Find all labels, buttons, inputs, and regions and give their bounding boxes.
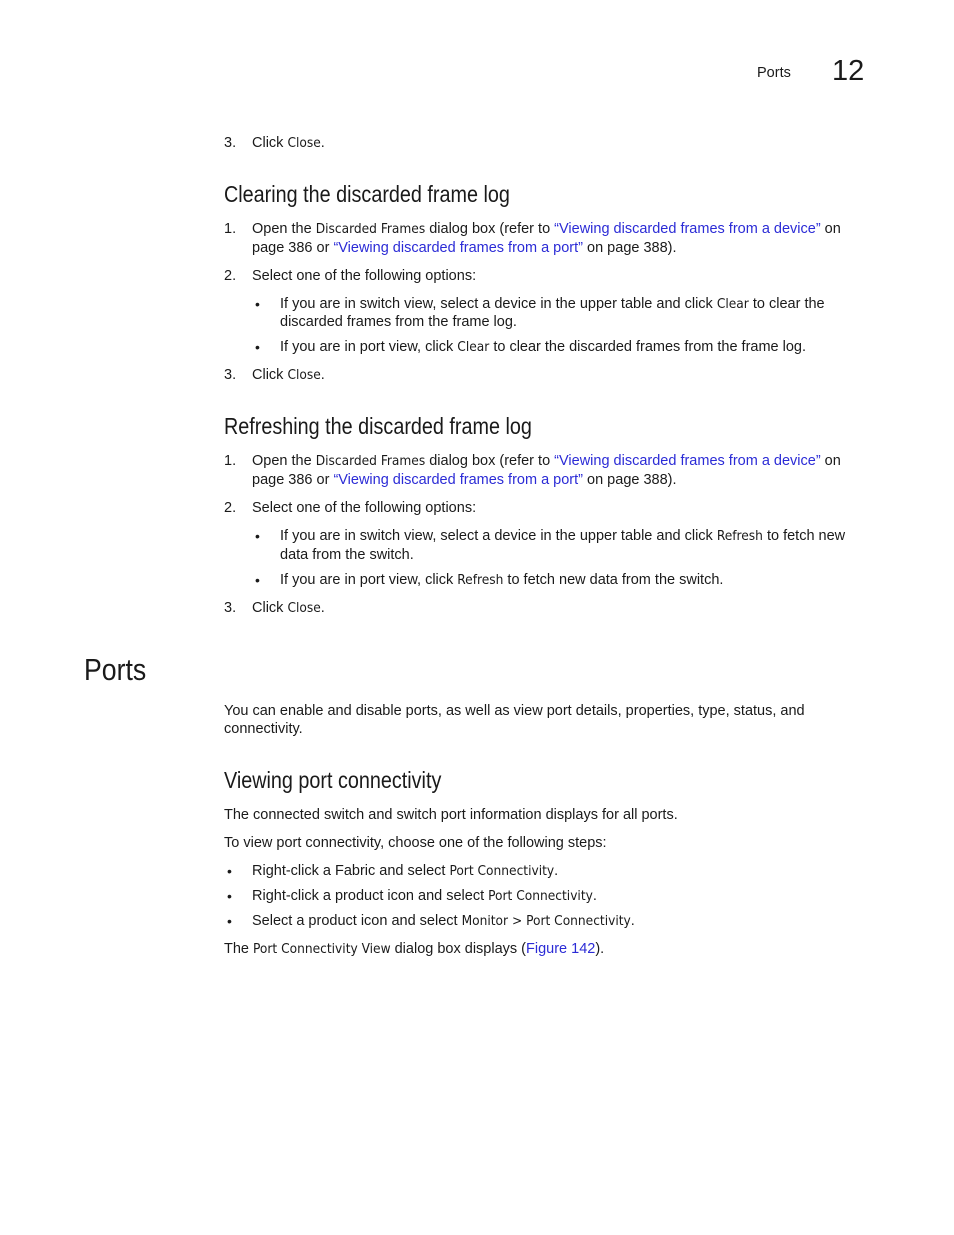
bullet-text-cont: discarded frames from the frame log. [280,314,517,330]
paragraph: The connected switch and switch port information displays for all ports. [224,807,678,823]
step-text: Select one of the following options: [252,500,477,516]
ui-monitor-port-connectivity: Monitor > Port Connectivity [461,913,631,929]
xref-link-device[interactable]: “Viewing discarded frames from a device” [554,221,821,237]
step-text-cont: page 386 or “Viewing discarded frames from a port” on page 388). [252,240,677,256]
xref-link-device[interactable]: “Viewing discarded frames from a device” [554,453,821,469]
step-number: 1. [224,453,237,469]
intro-text-cont: connectivity. [224,721,303,737]
bullet-icon: • [227,913,232,929]
bullet-text: Right-click a Fabric and select Port Connectivity. [252,863,559,879]
step-text: Click Close. [252,135,325,151]
bullet-text: If you are in switch view, select a device in the upper table and click Clear to clear the [280,296,825,312]
paragraph: The Port Connectivity View dialog box displays (Figure 142). [224,941,605,957]
ui-close: Close [287,367,321,383]
running-header-section: Ports [757,65,791,81]
ui-close: Close [287,135,321,151]
ui-discarded-frames: Discarded Frames [315,221,426,237]
bullet-icon: • [227,888,232,904]
step-number: 3. [224,135,237,151]
ui-close: Close [287,600,321,616]
step-text: Click Close. [252,367,325,383]
section-heading-clearing: Clearing the discarded frame log [224,181,510,207]
ui-port-connectivity: Port Connectivity [488,888,593,904]
ui-port-connectivity: Port Connectivity [449,863,555,879]
bullet-text: If you are in port view, click Refresh to fetch new data from the switch. [280,572,724,588]
step-number: 3. [224,367,237,383]
step-text-cont: page 386 or “Viewing discarded frames from a port” on page 388). [252,472,677,488]
bullet-icon: • [255,572,260,588]
bullet-icon: • [255,296,260,312]
section-heading-refreshing: Refreshing the discarded frame log [224,413,532,439]
bullet-text-cont: data from the switch. [280,547,414,563]
bullet-text: Select a product icon and select Monitor > Port Connectivity. [252,913,635,929]
intro-text: You can enable and disable ports, as well as view port details, properties, type, status, and [224,703,805,719]
bullet-icon: • [227,863,232,879]
ui-port-connectivity-view: Port Connectivity View [253,941,391,957]
ui-discarded-frames: Discarded Frames [315,453,426,469]
bullet-text: Right-click a product icon and select Port Connectivity. [252,888,597,904]
chapter-number: 12 [832,55,865,87]
section-heading-viewing: Viewing port connectivity [224,767,442,793]
step-text: Open the Discarded Frames dialog box (refer to “Viewing discarded frames from a device” on [252,453,841,469]
figure-link[interactable]: Figure 142 [526,941,596,957]
step-number: 2. [224,500,237,516]
step-text: Open the Discarded Frames dialog box (refer to “Viewing discarded frames from a device” on [252,221,841,237]
section-heading-ports: Ports [84,652,147,687]
xref-link-port[interactable]: “Viewing discarded frames from a port” [333,240,583,256]
bullet-icon: • [255,528,260,544]
step-text: Click Close. [252,600,325,616]
bullet-icon: • [255,339,260,355]
step-text: Select one of the following options: [252,268,477,284]
xref-link-port[interactable]: “Viewing discarded frames from a port” [333,472,583,488]
step-number: 3. [224,600,237,616]
step-number: 1. [224,221,237,237]
bullet-text: If you are in port view, click Clear to clear the discarded frames from the frame log. [280,339,807,355]
ui-clear: Clear [457,339,490,355]
ui-refresh: Refresh [457,572,504,588]
paragraph: To view port connectivity, choose one of the following steps: [224,835,607,851]
ui-clear: Clear [716,296,749,312]
ui-refresh: Refresh [716,528,763,544]
step-number: 2. [224,268,237,284]
bullet-text: If you are in switch view, select a device in the upper table and click Refresh to fetch new [280,528,846,544]
